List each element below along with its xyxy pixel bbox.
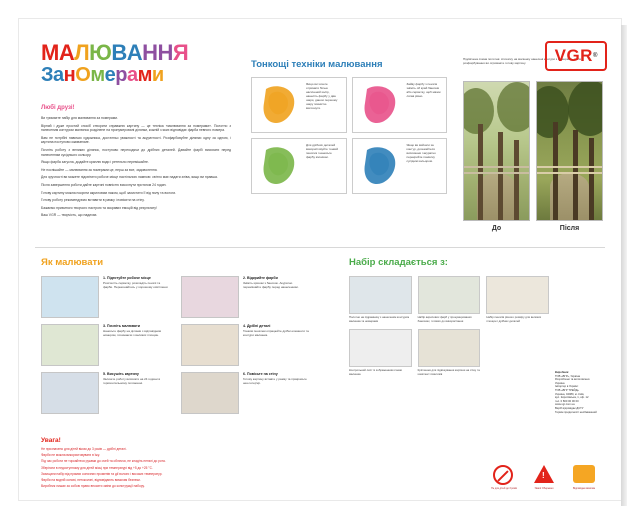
paint-blob-icon	[256, 82, 302, 128]
kit-item-image	[418, 276, 481, 314]
intro-paragraph: Ви тримаєте набір для малювання за номерами.	[41, 116, 118, 120]
warning-line: Зберігати в недоступному для дітей місці при температурі від +5 до +25 °C.	[41, 465, 153, 470]
howto-step-text: Готову картину вставте у рамку та прикрасьте нею інтер'єр.	[243, 377, 307, 385]
section-divider	[35, 247, 605, 248]
kit-title: Набір складається з:	[349, 257, 448, 268]
howto-step-image	[181, 372, 239, 414]
logo-letter-9: м	[137, 64, 152, 86]
logo-letter-1: А	[58, 40, 75, 65]
right-note: Підсвічена схема полотна: спочатку на малюнку нанесені контури з номерами, після розфарбування ви отримаєте готову картину.	[463, 57, 581, 65]
howto-step-body	[243, 372, 311, 414]
technique-block	[251, 59, 447, 194]
howto-step-body	[103, 372, 171, 414]
howto-step-image	[41, 324, 99, 366]
ce-mark-icon	[573, 465, 595, 485]
top-section	[19, 19, 621, 232]
warning-line: Захищати набір від прямих сонячних променів та дії вологи і високих температур.	[41, 471, 163, 476]
kit-block	[349, 257, 549, 376]
logo-line-2	[41, 65, 226, 85]
no-children-under-3-icon	[493, 465, 515, 485]
logo-letter-2: Л	[74, 40, 90, 65]
safety-badge	[529, 465, 559, 490]
howto-step-text: Зніміть кришки з баночок. Акуратно перемішайте фарбу перед нанесенням.	[243, 281, 299, 289]
contacts-line: ТОВ «ВГР ТРЕЙД»	[555, 388, 579, 392]
howto-step-title: 4. Дрібні деталі	[243, 324, 271, 328]
kit-item	[486, 276, 549, 323]
logo-letter-7: Н	[157, 40, 173, 65]
after-artwork	[537, 82, 602, 220]
howto-step-image	[181, 324, 239, 366]
logo-letter-3: н	[63, 64, 76, 86]
safety-badge-label: Увага! Обережно	[534, 487, 554, 490]
photo-comparison	[463, 81, 603, 221]
kit-item-text: Набір пензлів різного розміру для великих площин і дрібних деталей	[486, 315, 542, 323]
logo-letter-0: З	[41, 64, 54, 86]
howto-step-title: 5. Висушіть картину	[103, 372, 139, 376]
logo-letter-3: Ю	[89, 40, 112, 65]
technique-card	[352, 138, 448, 194]
caption-after: Після	[559, 225, 580, 232]
howto-step-title: 3. Почніть малювати	[103, 324, 140, 328]
safety-badge-label: Відповідає вимогам	[573, 487, 595, 490]
howto-step	[181, 372, 311, 414]
intro-paragraph: Готову роботу рекомендуємо вставити в рамку і повісити на стіну.	[41, 198, 145, 203]
kit-item-image	[349, 276, 412, 314]
howto-step-title: 2. Відкрийте фарби	[243, 276, 278, 280]
howto-step-body	[243, 324, 311, 366]
logo-letter-6: е	[104, 64, 116, 86]
contacts-line: Термін придатності необмежений	[555, 410, 597, 414]
intro-paragraph: Ваш VGR — творчість, що надихає.	[41, 213, 98, 218]
kit-item	[349, 276, 412, 323]
contacts-line: Імпортер в Україні:	[555, 385, 579, 389]
intro-paragraph: Не поспішайте — малювання за номерами це, перш за все, задоволення.	[41, 167, 158, 172]
warning-line: Під час роботи не торкайтеся руками до очей та обличчя, не кладіть пензлі до рота.	[41, 459, 166, 464]
howto-step-title: 6. Повісьте на стіну	[243, 372, 278, 376]
vgr-brand-text: VGR	[554, 46, 593, 65]
howto-step-title: 1. Підготуйте робоче місце	[103, 276, 151, 280]
technique-card-text: Якщо ви вийшли за контур, дочекайтеся висихання і акуратно перекрийте помилку сусіднім кольором.	[406, 143, 436, 163]
kit-item-image	[349, 329, 412, 367]
intro-block	[41, 105, 231, 221]
technique-card	[251, 138, 347, 194]
logo-letter-5: м	[90, 64, 105, 86]
intro-paragraph: Бажаємо приємного творчого настрою та яскравих емоцій від результату!	[41, 205, 157, 210]
safety-badge	[489, 465, 519, 490]
product-insert-page	[18, 18, 622, 501]
howto-step-image	[41, 276, 99, 318]
logo-letter-4: О	[75, 64, 91, 86]
warning-line: Виробник лишає за собою право вносити зміни до конструкції набору.	[41, 484, 145, 489]
contacts-line: вул. Кирилівська, 1, оф. 12	[555, 396, 589, 400]
paint-blob-icon	[357, 143, 403, 189]
kit-item-text: Набір акрилових фарб у пронумерованих баночках, готових до використання	[417, 315, 472, 323]
paint-blob-icon	[256, 143, 302, 189]
howto-step	[181, 276, 311, 318]
howto-step	[41, 324, 171, 366]
howto-steps	[41, 276, 311, 414]
howto-step	[41, 372, 171, 414]
trademark-symbol: ®	[592, 53, 598, 59]
howto-step	[181, 324, 311, 366]
logo-line-1	[41, 40, 226, 65]
contacts-heading: Виробник:	[555, 371, 570, 374]
intro-paragraph: Готову картину можна покрити акриловим лаком, щоб захистити її від пилу та вологи.	[41, 190, 177, 195]
kit-item	[418, 329, 481, 376]
kit-item	[349, 329, 412, 376]
caption-before: До	[491, 225, 502, 232]
howto-block	[41, 257, 311, 414]
logo-letter-6: Н	[142, 40, 158, 65]
intro-paragraphs	[41, 116, 231, 218]
kit-items	[349, 276, 549, 376]
vgr-brand-logo	[545, 41, 607, 71]
howto-step-text: Наносьте фарбу на ділянки з відповідним номером, починаючи з великих площин.	[103, 329, 161, 337]
paint-blob-icon	[357, 82, 403, 128]
intro-paragraph: Почніть роботу з великих ділянок, поступово переходячи до дрібних деталей. Давайте фарбі висихати перед нанесенням сусіднього кольору.	[41, 147, 231, 157]
kit-item-image	[418, 329, 481, 367]
warning-lines	[41, 447, 341, 488]
kit-item-text: Полотно на підрамнику з нанесеним контуром малюнка та номерами	[349, 315, 410, 323]
contacts-lines	[555, 375, 617, 415]
contacts-block	[555, 371, 617, 414]
howto-step-text: Розстеліть серветку, розкладіть пензлі та фарби. Переконайтесь у хорошому освітленні.	[103, 281, 169, 289]
logo-letter-8: а	[126, 64, 138, 86]
safety-badge	[569, 465, 599, 490]
technique-card-text: Для дрібних деталей використовуйте тонкий пензлик і наносьте фарбу кінчиком.	[306, 143, 339, 159]
intro-paragraph: Для зручності ви можете підсвітити робоче місце настільною лампою: світло має падати зліва, якщо ви правша.	[41, 175, 218, 180]
howto-step-text: Залиште роботу висихати на 24 години в горизонтальному положенні.	[103, 377, 161, 385]
contacts-line: Виріб відповідає ДСТУ	[555, 406, 584, 410]
warning-triangle-icon	[533, 465, 555, 485]
kit-item	[418, 276, 481, 323]
intro-paragraph: Вірний і дуже простий спосіб створити справжню картину — це техніка «малювання за номерами». Полотно з нанесеним контуром малюнка розділене на пронумеровані ділянки, кожній з яких відповідає фарба певного номера.	[41, 123, 231, 133]
contacts-line: Україна, 04080, м. Київ,	[555, 392, 585, 396]
technique-card	[251, 77, 347, 133]
intro-paragraph: Якщо фарба загусла, додайте краплю води і ретельно перемішайте.	[41, 160, 149, 165]
howto-step	[41, 276, 171, 318]
photo-after	[536, 81, 603, 221]
howto-step-image	[41, 372, 99, 414]
photo-before	[463, 81, 530, 221]
warning-title: Увага!	[41, 437, 61, 444]
intro-paragraph: Після завершення роботи дайте картині повністю висохнути протягом 24 годин.	[41, 182, 167, 187]
howto-step-image	[181, 276, 239, 318]
kit-item-text: Кріплення для підвішування картини на стіну та комплект гвинтиків	[417, 368, 480, 376]
safety-badge-label: Не для дітей до 3 років	[491, 487, 517, 490]
warning-line: Фарби не можна використовувати в їжу.	[41, 453, 100, 458]
logo-letter-5: А	[126, 40, 143, 65]
howto-step-body	[103, 324, 171, 366]
kit-item-text: Контрольний лист із зображенням схеми малюнка	[349, 368, 402, 376]
contacts-line: тел. 0 800 00 00 00	[555, 399, 579, 403]
logo-letter-10: и	[151, 64, 164, 86]
logo-letter-8: Я	[172, 40, 189, 65]
howto-step-body	[103, 276, 171, 318]
howto-step-text: Тонким пензлем опрацюйте дрібні елементи та контури малюнка.	[243, 329, 309, 337]
safety-badges	[489, 465, 609, 490]
technique-title: Тонкощі техніки малювання	[251, 59, 383, 70]
logo-letter-7: р	[115, 64, 127, 86]
technique-card-text: Якщо ви хочете отримати більш насичений колір, нанесіть фарбу у два шари, даючи першому шару повністю висохнути.	[306, 82, 338, 110]
technique-card-text: Зайву фарбу з пензля зніміть об край баночки або серветку, щоб мазок лягав рівно.	[406, 82, 441, 98]
photo-captions	[463, 225, 603, 232]
contacts-line: Україна	[555, 381, 565, 385]
logo-letter-1: а	[53, 64, 64, 86]
warning-line: Фарби на водній основі, нетоксичні, відповідають вимогам безпеки.	[41, 478, 141, 483]
logo-letter-4: В	[111, 40, 127, 65]
kit-item-image	[486, 276, 549, 314]
contacts-line: Розроблено та виготовлено:	[555, 378, 591, 382]
technique-card	[352, 77, 448, 133]
product-logo	[41, 40, 226, 86]
warning-line: Не призначено для дітей віком до 3 років — дрібні деталі.	[41, 447, 127, 451]
howto-step-body	[243, 276, 311, 318]
intro-title: Любі друзі!	[41, 105, 75, 111]
warning-block	[41, 437, 341, 490]
contacts-line: ТОВ «ВГР», Україна	[555, 374, 580, 378]
before-artwork	[464, 82, 529, 220]
technique-card-grid	[251, 77, 447, 194]
logo-letter-0: М	[41, 40, 59, 65]
intro-paragraph: Вам не потрібні навички художника, достатньо уважності та акуратності. Розфарбовуйте ділянки одну за одною, і картина поступово оживатиме.	[41, 135, 231, 145]
howto-title: Як малювати	[41, 257, 104, 268]
contacts-line: www.vgr.com.ua	[555, 403, 575, 407]
